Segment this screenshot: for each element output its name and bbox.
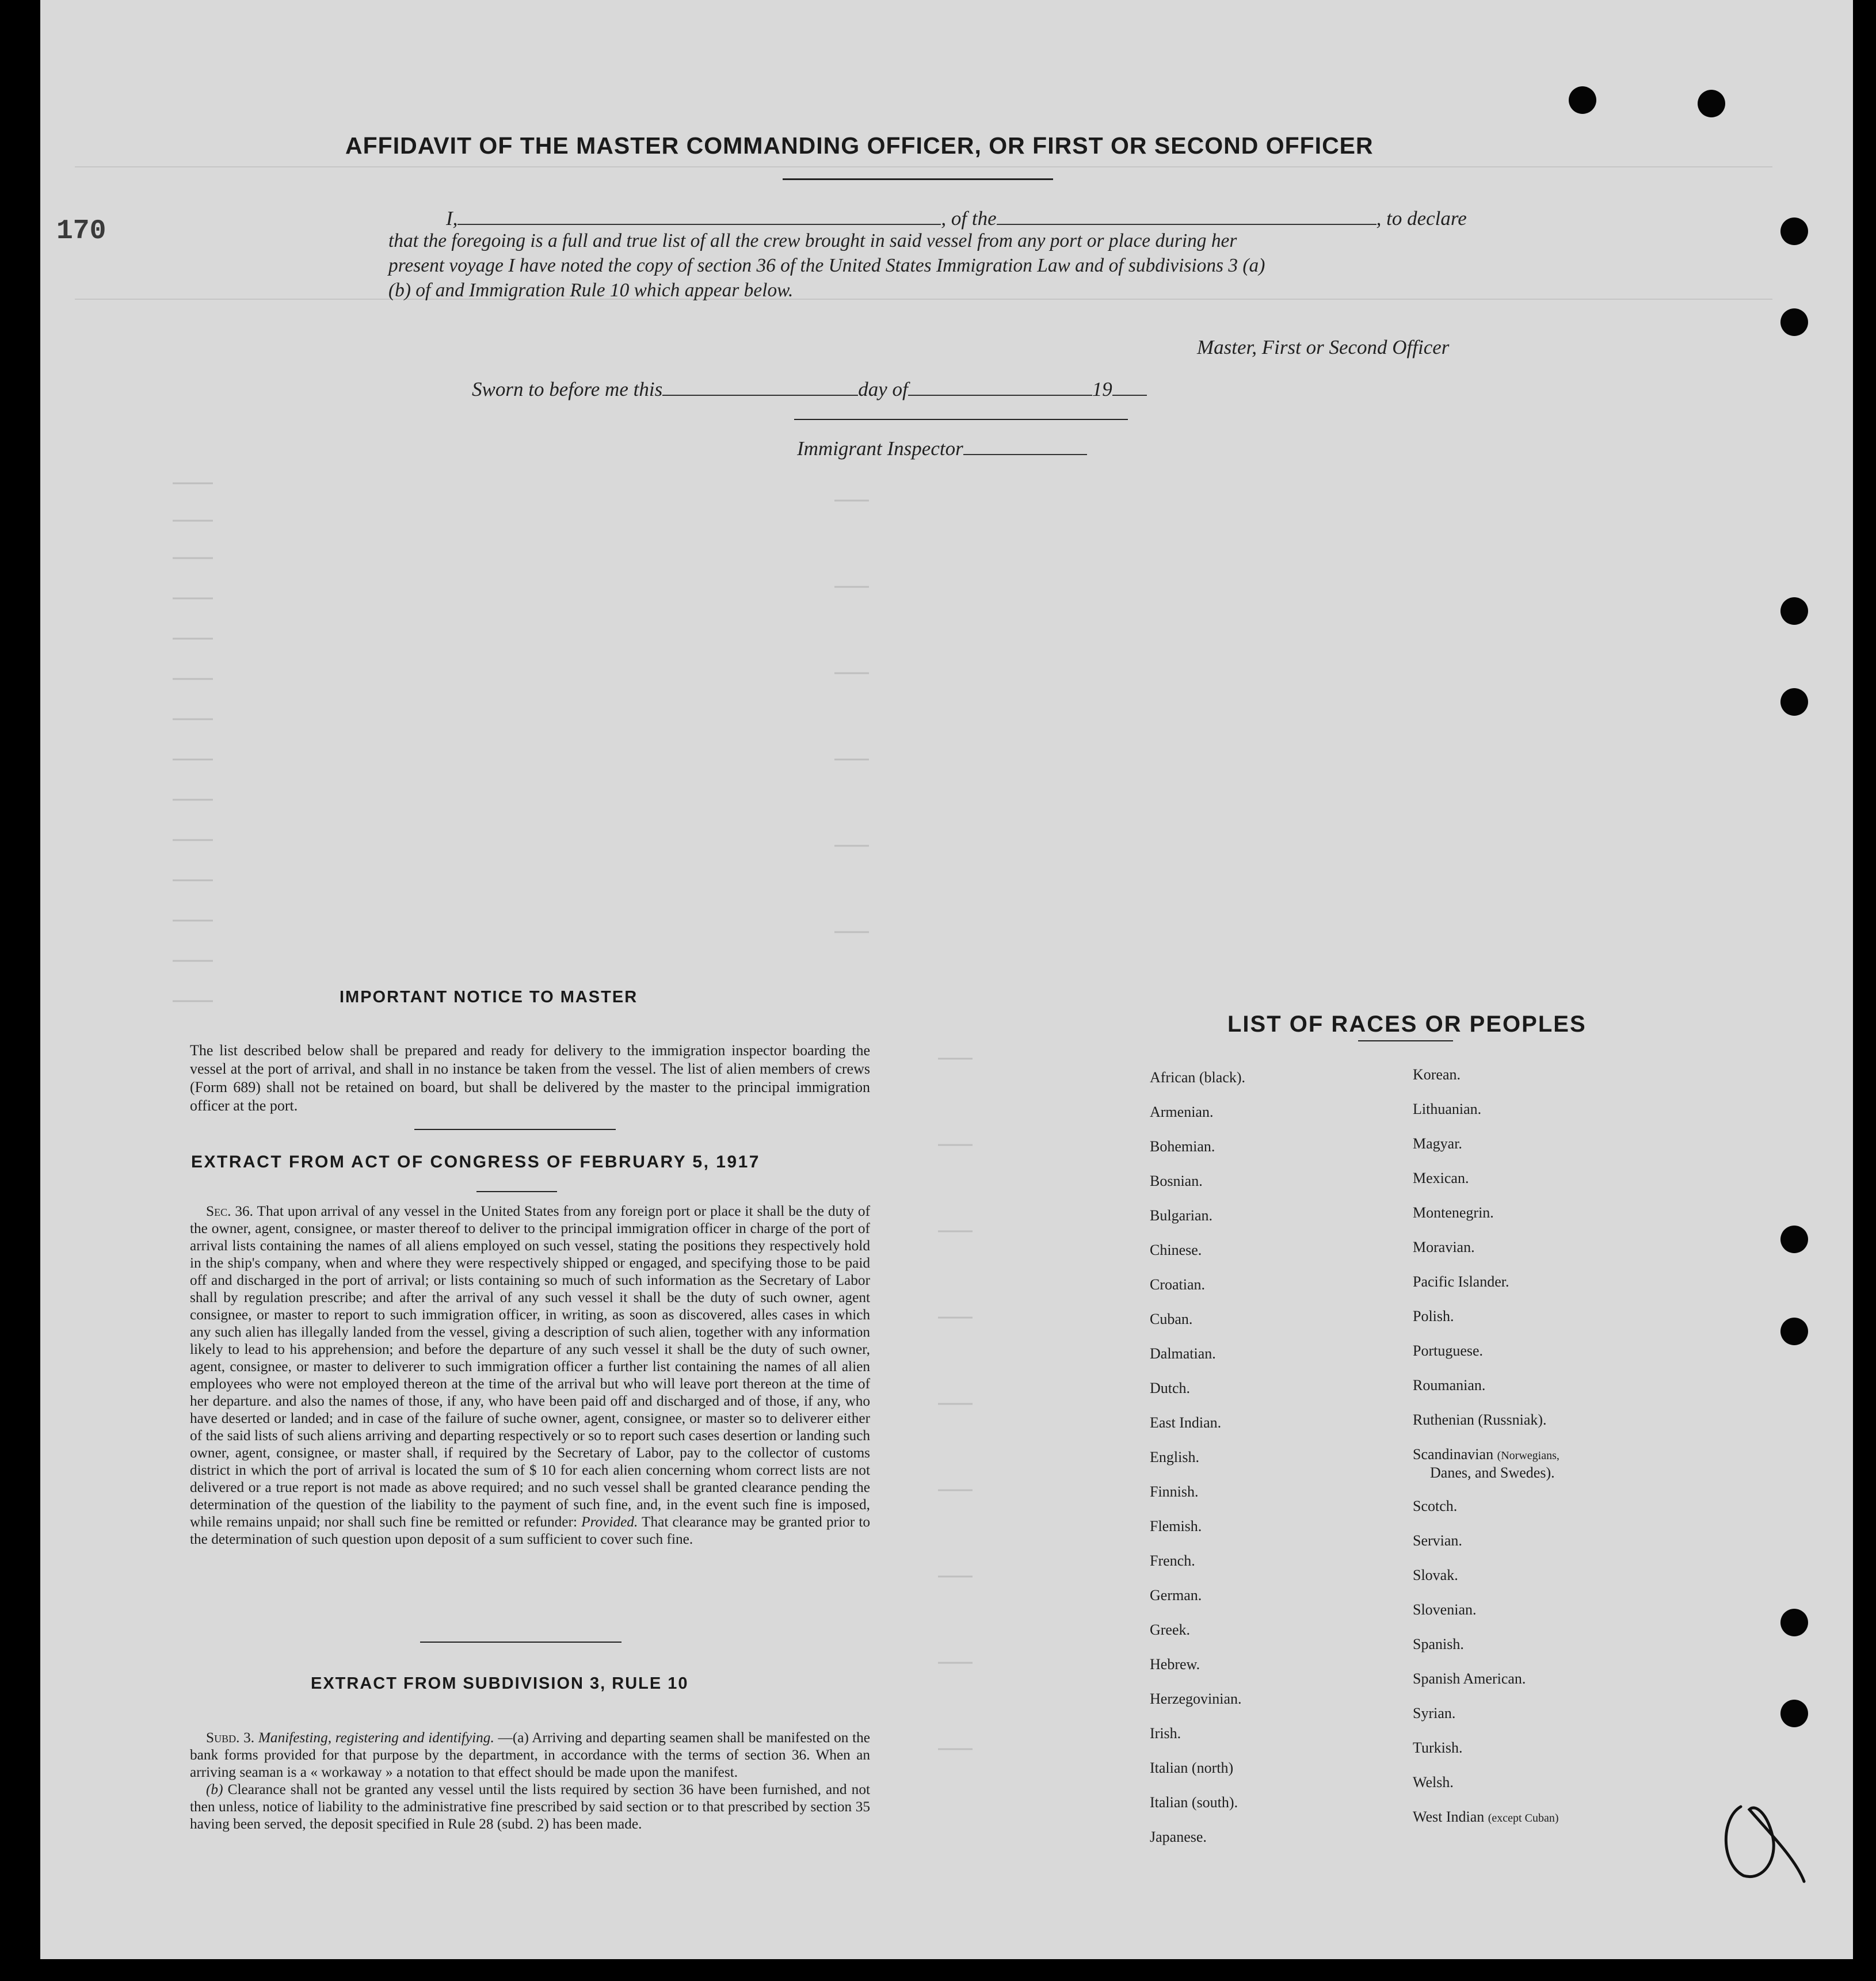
document-page — [40, 0, 1853, 1959]
race-item: Lithuanian. — [1413, 1101, 1482, 1117]
act-underline — [476, 1191, 557, 1192]
rule10-title: EXTRACT FROM SUBDIVISION 3, RULE 10 — [311, 1674, 689, 1693]
race-item: Irish. — [1150, 1725, 1181, 1742]
race-item: Spanish American. — [1413, 1670, 1526, 1687]
race-item: Welsh. — [1413, 1774, 1454, 1791]
subd-b-label: (b) — [206, 1781, 223, 1797]
year-blank — [1112, 394, 1147, 396]
affidavit-declaration-line — [446, 207, 1467, 230]
race-label: Scandinavian — [1413, 1446, 1494, 1463]
title-underline — [783, 178, 1053, 180]
race-item: Greek. — [1150, 1621, 1191, 1638]
affidavit-line-3: present voyage I have noted the copy of section 36 of the United States Immigration Law and of subdivisions 3 (a) — [388, 255, 1265, 276]
act-text — [190, 1203, 870, 1548]
notice-text — [190, 1041, 870, 1115]
provided-text: That clearance may be granted prior to the determination of such question upon deposit of a sum sufficient to cover such fine. — [190, 1514, 870, 1547]
race-item: Hebrew. — [1150, 1656, 1200, 1673]
race-item: Magyar. — [1413, 1135, 1462, 1152]
race-item: English. — [1150, 1449, 1199, 1465]
affidavit-title: AFFIDAVIT OF THE MASTER COMMANDING OFFICER, OR FIRST OR SECOND OFFICER — [345, 132, 1374, 159]
rule10-a — [190, 1729, 870, 1781]
race-item: East Indian. — [1150, 1414, 1222, 1431]
act-divider — [420, 1642, 621, 1643]
race-item: Mexican. — [1413, 1170, 1469, 1186]
name-blank — [457, 223, 941, 225]
race-item: German. — [1150, 1587, 1202, 1604]
race-note-line: Danes, and Swedes). — [1430, 1464, 1555, 1481]
affidavit-line-2: that the foregoing is a full and true list of all the crew brought in said vessel from any port or place during her — [388, 230, 1237, 251]
sworn-line — [472, 378, 1147, 401]
handwritten-mark — [1709, 1795, 1813, 1887]
sec-label: Sec. 36. — [206, 1203, 253, 1219]
day-of-label: day of — [858, 378, 908, 400]
race-item: Croatian. — [1150, 1276, 1206, 1293]
race-item: Scotch. — [1413, 1498, 1458, 1514]
race-item: Chinese. — [1150, 1242, 1202, 1258]
race-item: Japanese. — [1150, 1829, 1207, 1845]
race-item: Spanish. — [1413, 1636, 1464, 1652]
race-item: African (black). — [1150, 1069, 1246, 1086]
race-item: French. — [1150, 1552, 1195, 1569]
race-item: Italian (south). — [1150, 1794, 1238, 1811]
race-item: Italian (north) — [1150, 1759, 1234, 1776]
race-item: Cuban. — [1150, 1311, 1193, 1327]
notice-divider — [414, 1129, 616, 1130]
race-item: Pacific Islander. — [1413, 1273, 1509, 1290]
rule10-b — [190, 1781, 870, 1833]
races-title: LIST OF RACES OR PEOPLES — [1227, 1012, 1587, 1037]
month-blank — [908, 394, 1092, 396]
subd-a-text: —(a) Arriving and departing seamen shall be manifested on the bank forms provided for that purpose by the department, in accordance with the terms of section 36. When an arriving seaman is a « workaway » a notation to that effect should be made upon the manifest. — [190, 1730, 871, 1780]
race-item: Syrian. — [1413, 1705, 1456, 1722]
inspector-label: Immigrant Inspector — [797, 437, 963, 460]
race-item: Polish. — [1413, 1308, 1454, 1325]
sworn-label: Sworn to before me this — [472, 378, 663, 400]
race-item: Armenian. — [1150, 1104, 1214, 1120]
race-item: Flemish. — [1150, 1518, 1202, 1535]
race-item: Bosnian. — [1150, 1173, 1203, 1189]
race-item: Montenegrin. — [1413, 1204, 1494, 1221]
affidavit-to-declare: , to declare — [1376, 207, 1467, 230]
affidavit-line-4: (b) of and Immigration Rule 10 which appear below. — [388, 280, 794, 301]
race-item: Bohemian. — [1150, 1138, 1215, 1155]
sworn-day-blank — [662, 394, 858, 396]
race-item: Finnish. — [1150, 1483, 1199, 1500]
inspector-line — [797, 437, 1087, 460]
race-item: Herzegovinian. — [1150, 1690, 1242, 1707]
inspector-blank — [963, 453, 1087, 455]
year-prefix: 19 — [1092, 378, 1112, 400]
race-label: West Indian — [1413, 1808, 1485, 1825]
race-item-west-indian — [1413, 1808, 1559, 1826]
race-item: Korean. — [1413, 1066, 1461, 1083]
races-title-underline — [1358, 1040, 1453, 1041]
race-item: Ruthenian (Russniak). — [1413, 1411, 1547, 1428]
race-note: (Norwegians, — [1497, 1449, 1559, 1462]
race-item-scandinavian — [1413, 1446, 1559, 1463]
subd-heading: Manifesting, registering and identifying. — [258, 1730, 494, 1746]
race-item: Turkish. — [1413, 1739, 1463, 1756]
race-item: Slovak. — [1413, 1567, 1458, 1583]
race-item: Servian. — [1413, 1532, 1462, 1549]
race-item: Portuguese. — [1413, 1342, 1484, 1359]
affidavit-i: I, — [446, 207, 458, 230]
bleed-through-texture — [40, 0, 1853, 1959]
act-title: EXTRACT FROM ACT OF CONGRESS OF FEBRUARY 5, 1917 — [191, 1152, 760, 1171]
race-item: Moravian. — [1413, 1239, 1475, 1255]
race-item: Slovenian. — [1413, 1601, 1477, 1618]
page-number: 170 — [56, 216, 106, 247]
master-signature-label: Master, First or Second Officer — [1197, 336, 1450, 358]
notice-title: IMPORTANT NOTICE TO MASTER — [340, 988, 638, 1006]
act-paragraph — [190, 1203, 870, 1548]
subd-label: Subd. 3. — [206, 1730, 255, 1746]
rule10-text — [190, 1729, 870, 1833]
race-item: Roumanian. — [1413, 1377, 1486, 1394]
race-note: (except Cuban) — [1488, 1812, 1559, 1824]
subd-b-text: Clearance shall not be granted any vessel until the lists required by section 36 have been furnished, and not then unless, notice of liability to the administrative fine prescribed by said section or to that prescribed by section 35 having been served, the deposit specified in Rule 28 (subd. 2) has been made. — [190, 1781, 871, 1832]
inspector-signature-line — [794, 419, 1128, 420]
notice-paragraph: The list described below shall be prepared and ready for delivery to the immigration inspector boarding the vessel at the port of arrival, and shall in no instance be taken from the vessel. The list of alien members of crews (Form 689) shall not be retained on board, but shall be delivered by the master to the principal immigration officer at the port. — [190, 1042, 870, 1114]
vessel-blank — [997, 223, 1377, 225]
provided-label: Provided. — [581, 1514, 638, 1530]
affidavit-of-the: , of the — [941, 207, 997, 230]
race-item: Dalmatian. — [1150, 1345, 1216, 1362]
race-item: Bulgarian. — [1150, 1207, 1213, 1224]
race-item: Dutch. — [1150, 1380, 1191, 1396]
act-body: That upon arrival of any vessel in the United States from any foreign port or place it shall be the duty of the owner, agent, consignee, or master thereof to deliver to the principal immigration officer in charge of the port of arrival lists containing the names of all aliens employed on such vessel, stating the positions they respectively hold in the ship's company, when and where they were respectively shipped or engaged, and specifying those to be paid off and discharged in the port of arrival; or lists containing so much of such information as the Secretary of Labor shall by regulation prescribe; and after the arrival of any such vessel it shall be the duty of such owner, agent consignee, or master to report to such immigration officer, in writing, as soon as discovered, alles cases in which any such alien has illegally landed from the vessel, giving a description of such alien, together with any information likely to lead to his apprehension; and before the departure of any such vessel it shall be the duty of such owner, agent, consignee, or master to deliverer to such immigration officer a further list containing the names of all alien employees who were not employed thereon at the time of the arrival but who will leave port thereon at the time of her departure. and also the names of those, if any, who have been paid off and discharged and of those, if any, who have deserted or landed; and in case of the failure of suche owner, agent, consignee, or master so to deliverer either of the said lists of such aliens arriving and departing respectively or so to report such cases desertion or landing such owner, agent, consignee, or master shall, if required by the Secretary of Labor, pay to the collector of customs district in which the port of arrival is located the sum of $ 10 for each alien concerning whom correct lists are not delivered or a true report is not made as above required; and no such vessel shall be granted clearance pending the determination of the question of the liability to the payment of such fine, and, in the event such fine is imposed, while remains unpaid; nor shall such fine be remitted or refunder: — [190, 1203, 870, 1530]
